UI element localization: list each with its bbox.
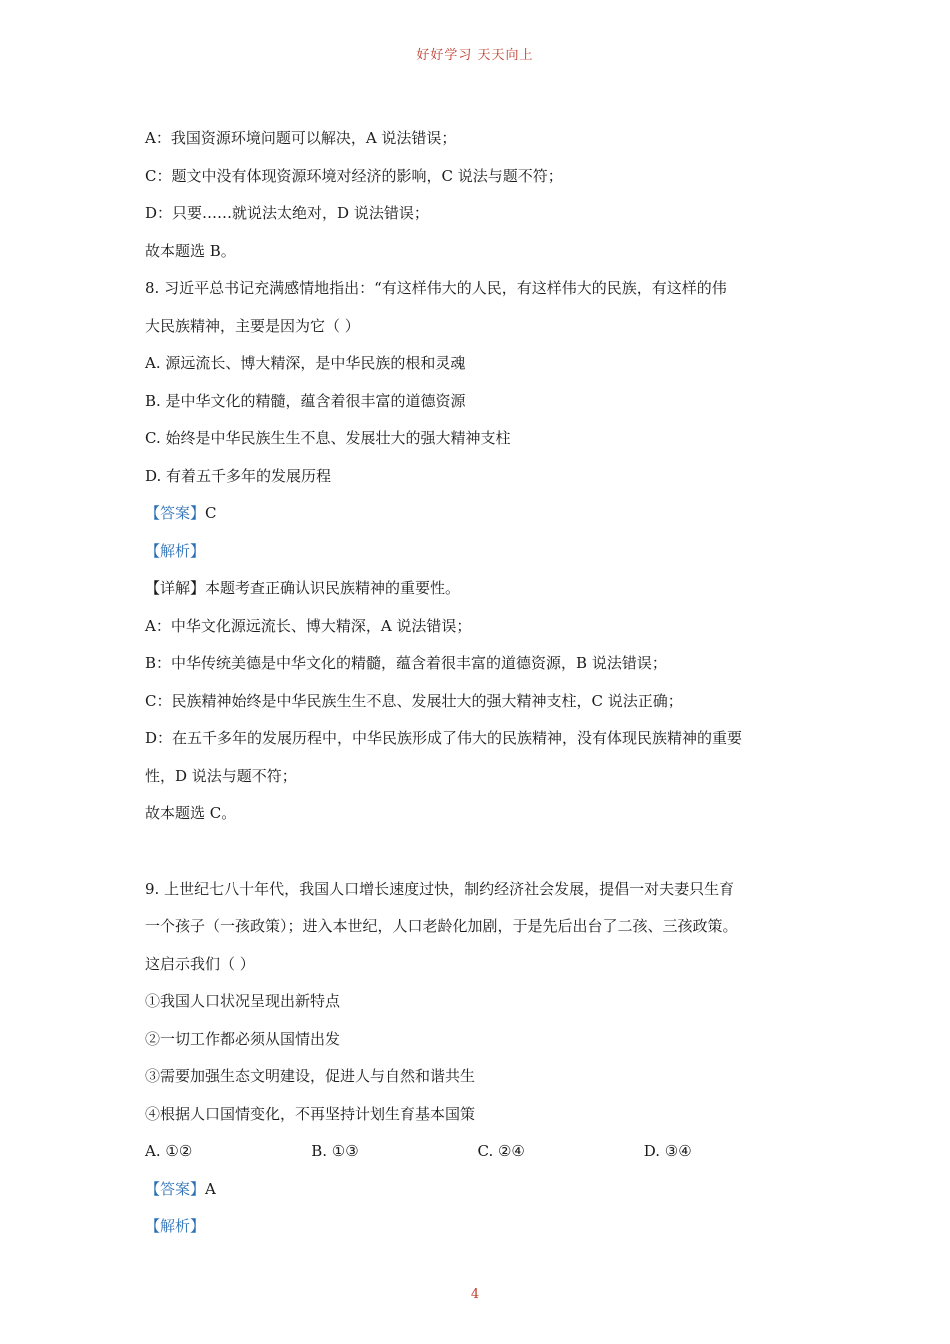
answer-value: A xyxy=(205,1179,216,1198)
answer-value: C xyxy=(205,504,217,522)
explanation-line: D：只要……就说法太绝对，D 说法错误； xyxy=(145,204,429,222)
answer-line xyxy=(145,495,810,533)
explanation-line: 性，D 说法与题不符； xyxy=(145,766,297,785)
spacer xyxy=(145,833,810,871)
choice-b: B. ①③ xyxy=(311,1142,359,1160)
option-b: B. 是中华文化的精髓，蕴含着很丰富的道德资源 xyxy=(145,391,466,410)
statement-2: ②一切工作都必须从国情出发 xyxy=(145,1029,341,1048)
explanation-line: A：我国资源环境问题可以解决，A 说法错误； xyxy=(145,129,457,147)
answer-tag: 【答案】 xyxy=(145,504,206,522)
analysis-tag: 【解析】 xyxy=(145,1217,206,1235)
document-body xyxy=(145,120,810,1246)
question-stem: 9. 上世纪七八十年代，我国人口增长速度过快，制约经济社会发展，提倡一对夫妻只生育 xyxy=(145,879,735,898)
question-8 xyxy=(145,270,810,833)
choice-row xyxy=(145,1133,810,1171)
conclusion-line: 故本题选 B。 xyxy=(145,241,236,260)
question-stem: 一个孩子（一孩政策）；进入本世纪，人口老龄化加剧，于是先后出台了二孩、三孩政策。 xyxy=(145,917,738,935)
statement-4: ④根据人口国情变化，不再坚持计划生育基本国策 xyxy=(145,1104,476,1123)
previous-explanation xyxy=(145,120,810,270)
choice-a: A. ①② xyxy=(145,1142,193,1160)
question-stem: 这启示我们（ ） xyxy=(145,954,255,973)
analysis-tag: 【解析】 xyxy=(145,541,206,560)
detail-line: 【详解】本题考查正确认识民族精神的重要性。 xyxy=(145,579,461,597)
explanation-line: C：题文中没有体现资源环境对经济的影响，C 说法与题不符； xyxy=(145,166,563,185)
option-a: A. 源远流长、博大精深，是中华民族的根和灵魂 xyxy=(145,354,466,372)
choice-c: C. ②④ xyxy=(477,1142,525,1160)
page-number: 4 xyxy=(470,1287,480,1302)
choice-d: D. ③④ xyxy=(643,1142,692,1160)
explanation-line: D：在五千多年的发展历程中，中华民族形成了伟大的民族精神，没有体现民族精神的重要 xyxy=(145,729,743,747)
statement-3: ③需要加强生态文明建设，促进人与自然和谐共生 xyxy=(145,1067,476,1085)
explanation-line: C：民族精神始终是中华民族生生不息、发展壮大的强大精神支柱，C 说法正确； xyxy=(145,691,683,710)
explanation-line: A：中华文化源远流长、博大精深，A 说法错误； xyxy=(145,616,472,635)
statement-1: ①我国人口状况呈现出新特点 xyxy=(145,992,341,1010)
question-stem: 大民族精神，主要是因为它（ ） xyxy=(145,316,360,335)
explanation-line: B：中华传统美德是中华文化的精髓，蕴含着很丰富的道德资源，B 说法错误； xyxy=(145,654,667,672)
option-c: C. 始终是中华民族生生不息、发展壮大的强大精神支柱 xyxy=(145,429,511,447)
page-header: 好好学习 天天向上 xyxy=(416,48,534,63)
question-stem: 8. 习近平总书记充满感情地指出：“有这样伟大的人民，有这样伟大的民族，有这样的伟 xyxy=(145,279,727,297)
answer-tag: 【答案】 xyxy=(145,1179,206,1198)
answer-line xyxy=(145,1171,810,1209)
conclusion-line: 故本题选 C。 xyxy=(145,804,237,822)
question-9 xyxy=(145,871,810,1246)
option-d: D. 有着五千多年的发展历程 xyxy=(145,466,332,485)
